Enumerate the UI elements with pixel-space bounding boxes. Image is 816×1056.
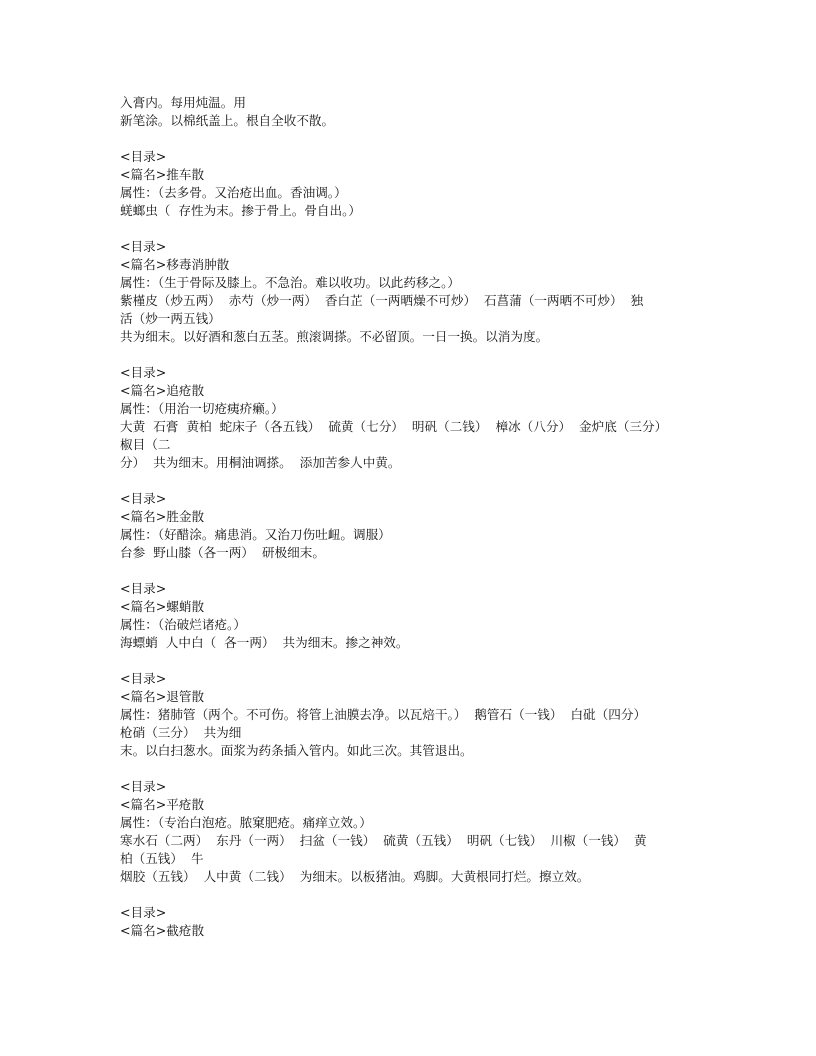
entry-text-line: 海螵蛸 人中白（ 各一两） 共为细末。掺之神效。 xyxy=(120,635,409,650)
entry-spacer xyxy=(120,346,700,364)
entry-text-line: 蜣螂虫（ 存性为末。掺于骨上。骨自出。） xyxy=(120,203,361,218)
entry-text-line: 属性：（好醋涂。痛患消。又治刀伤吐衄。调服） xyxy=(120,527,391,542)
entry-title: <篇名>移毒消肿散 xyxy=(120,257,230,272)
entry-text-line: 柏（五钱） 牛 xyxy=(120,851,204,866)
entry-block xyxy=(120,148,700,220)
entry-text-line: 寒水石（二两） 东丹（一两） 扫盆（一钱） 硫黄（五钱） 明矾（七钱） 川椒（一钱） 黄 xyxy=(120,833,647,848)
entry-block xyxy=(120,238,700,346)
entry-spacer xyxy=(120,130,700,148)
intro-line: 入膏内。每用炖温。用 xyxy=(120,95,246,110)
entry-text-line: 枪硝（三分） 共为细 xyxy=(120,725,242,740)
entry-title: <篇名>退管散 xyxy=(120,689,205,704)
entry-title: <篇名>推车散 xyxy=(120,167,205,182)
entries-list xyxy=(120,130,700,940)
entry-block xyxy=(120,670,700,760)
entry-spacer xyxy=(120,472,700,490)
entry-block xyxy=(120,904,700,940)
entry-text-line: 属性：（专治白泡疮。脓窠肥疮。痛痒立效。） xyxy=(120,815,372,830)
entry-text-line: 属性：猪肺管（两个。不可伤。将管上油膜去净。以瓦焙干。） 鹅管石（一钱） 白砒（四分） xyxy=(120,707,647,722)
entry-text-line: 椒目（二 xyxy=(120,437,171,452)
toc-marker: <目录> xyxy=(120,149,167,164)
entry-text-line: 分） 共为细末。用桐油调搽。 添加苦参人中黄。 xyxy=(120,455,401,470)
entry-title: <篇名>截疮散 xyxy=(120,923,205,938)
entry-text-line: 属性：（治破烂诸疮。） xyxy=(120,617,246,632)
entry-text-line: 共为细末。以好酒和葱白五茎。煎滚调搽。不必留顶。一日一换。以消为度。 xyxy=(120,329,549,344)
entry-text-line: 末。以白扫葱水。面浆为药条插入管内。如此三次。其管退出。 xyxy=(120,743,473,758)
toc-marker: <目录> xyxy=(120,779,167,794)
entry-title: <篇名>螺蛸散 xyxy=(120,599,205,614)
entry-title: <篇名>追疮散 xyxy=(120,383,205,398)
entry-spacer xyxy=(120,562,700,580)
toc-marker: <目录> xyxy=(120,491,167,506)
entry-text-line: 大黄 石膏 黄柏 蛇床子（各五钱） 硫黄（七分） 明矾（二钱） 樟冰（八分） 金炉底（三分） xyxy=(120,419,668,434)
intro-block xyxy=(120,94,700,130)
entry-text-line: 活（炒一两五钱） xyxy=(120,311,221,326)
entry-block xyxy=(120,580,700,652)
toc-marker: <目录> xyxy=(120,905,167,920)
entry-spacer xyxy=(120,760,700,778)
entry-text-line: 属性：（去多骨。又治疮出血。香油调。） xyxy=(120,185,347,200)
entry-title: <篇名>胜金散 xyxy=(120,509,205,524)
entry-block xyxy=(120,778,700,886)
document-page xyxy=(120,94,700,940)
intro-line: 新笔涂。以棉纸盖上。根自全收不散。 xyxy=(120,113,335,128)
entry-spacer xyxy=(120,652,700,670)
toc-marker: <目录> xyxy=(120,671,167,686)
entry-text-line: 属性：（生于骨际及膝上。不急治。难以收功。以此药移之。） xyxy=(120,275,461,290)
toc-marker: <目录> xyxy=(120,239,167,254)
entry-spacer xyxy=(120,886,700,904)
entry-text-line: 台参 野山膝（各一两） 研极细末。 xyxy=(120,545,325,560)
entry-spacer xyxy=(120,220,700,238)
toc-marker: <目录> xyxy=(120,581,167,596)
entry-title: <篇名>平疮散 xyxy=(120,797,205,812)
toc-marker: <目录> xyxy=(120,365,167,380)
entry-block xyxy=(120,364,700,472)
entry-text-line: 烟胶（五钱） 人中黄（二钱） 为细末。以板猪油。鸡脚。大黄根同打烂。擦立效。 xyxy=(120,869,590,884)
entry-text-line: 属性：（用治一切疮痍疥癞。） xyxy=(120,401,284,416)
entry-text-line: 紫槿皮（炒五两） 赤芍（炒一两） 香白芷（一两晒燥不可炒） 石菖蒲（一两晒不可炒） 独 xyxy=(120,293,644,308)
entry-block xyxy=(120,490,700,562)
